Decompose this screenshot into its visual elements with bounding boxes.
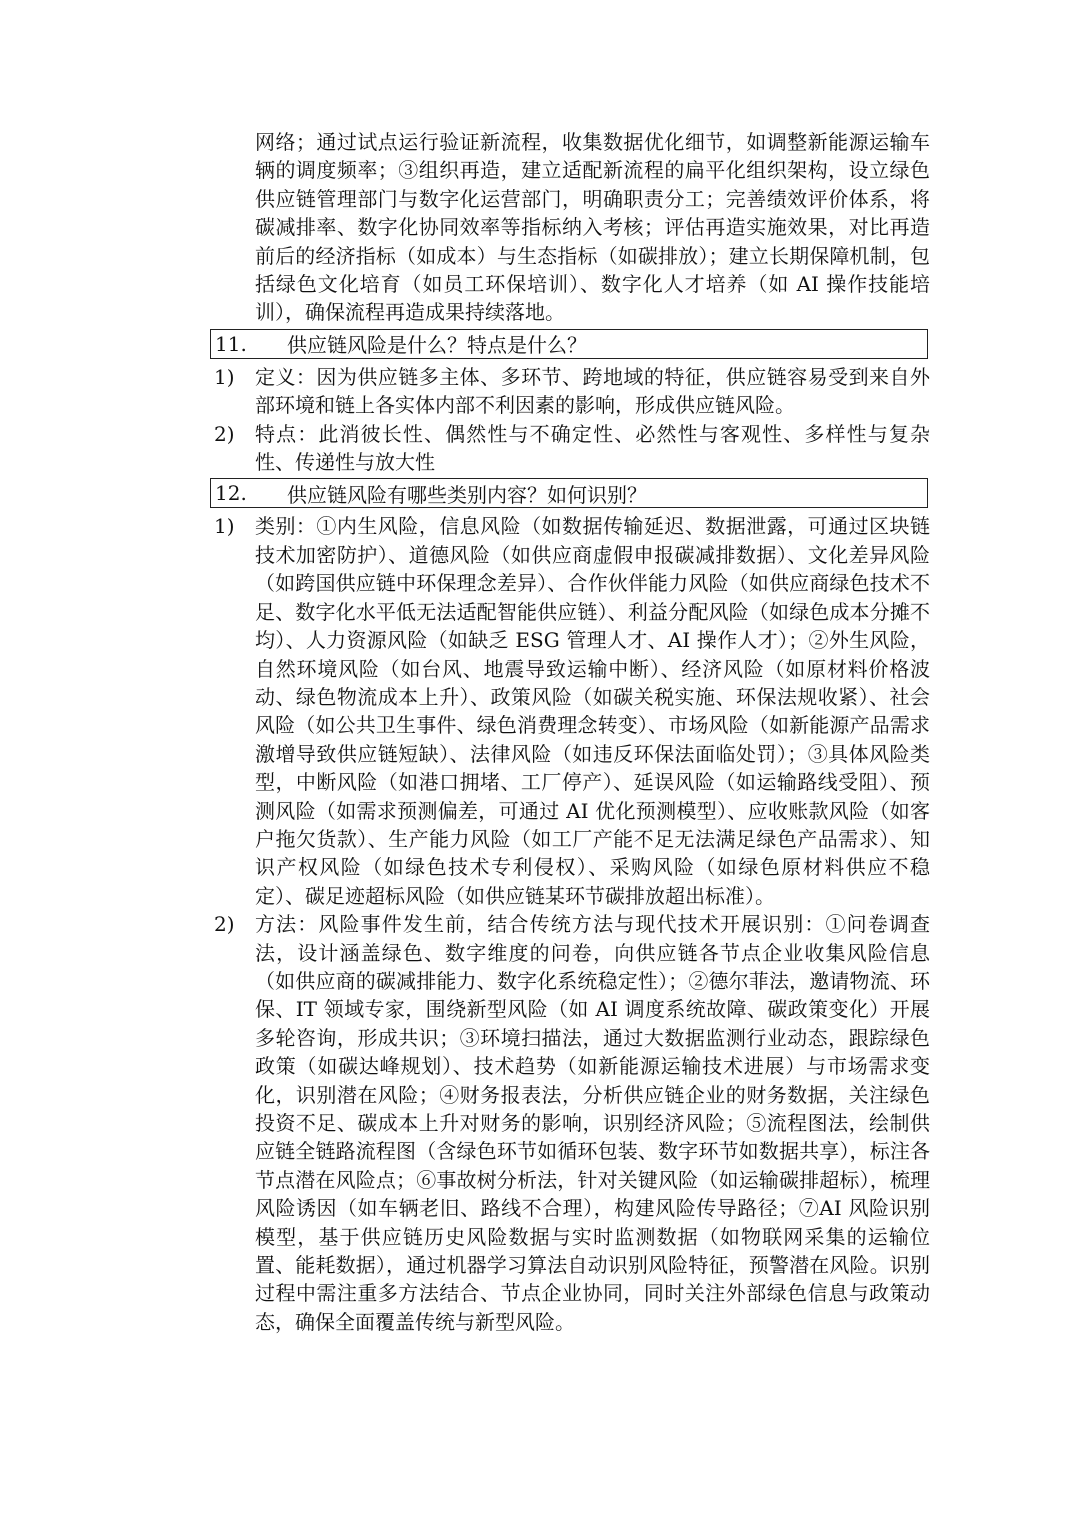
list-item bbox=[210, 910, 930, 1336]
item-number: 2) bbox=[214, 421, 235, 446]
item-number: 1) bbox=[214, 364, 235, 389]
list-item bbox=[210, 420, 930, 477]
item-text: 方法：风险事件发生前，结合传统方法与现代技术开展识别：①问卷调查法，设计涵盖绿色、数字维度的问卷，向供应链各节点企业收集风险信息（如供应商的碳减排能力、数字化系统稳定性）；②德尔菲法，邀请物流、环保、IT 领域专家，围绕新型风险（如 AI 调度系统故障、碳政策变化）开展多轮咨询，形成共识；③环境扫描法，通过大数据监测行业动态，跟踪绿色政策（如碳达峰规划）、技术趋势（如新能源运输技术进展）与市场需求变化，识别潜在风险；④财务报表法，分析供应链企业的财务数据，关注绿色投资不足、碳成本上升对财务的影响，识别经济风险；⑤流程图法，绘制供应链全链路流程图（含绿色环节如循环包装、数字环节如数据共享），标注各节点潜在风险点；⑥事故树分析法，针对关键风险（如运输碳排超标），梳理风险诱因（如车辆老旧、路线不合理），构建风险传导路径；⑦AI 风险识别模型，基于供应链历史风险数据与实时监测数据（如物联网采集的运输位置、能耗数据），通过机器学习算法自动识别风险特征，预警潜在风险。识别过程中需注重多方法结合、节点企业协同，同时关注外部绿色信息与政策动态，确保全面覆盖传统与新型风险。 bbox=[255, 912, 930, 1334]
item-number: 1) bbox=[214, 514, 235, 539]
question-number: 11. bbox=[215, 331, 247, 356]
item-text: 定义：因为供应链多主体、多环节、跨地域的特征，供应链容易受到来自外部环境和链上各实体内部不利因素的影响，形成供应链风险。 bbox=[255, 364, 930, 418]
list-item bbox=[210, 512, 930, 910]
continuation-paragraph: 网络；通过试点运行验证新流程，收集数据优化细节，如调整新能源运输车辆的调度频率；③组织再造，建立适配新流程的扁平化组织架构，设立绿色供应链管理部门与数字化运营部门，明确职责分工；完善绩效评价体系，将碳减排率、数字化协同效率等指标纳入考核；评估再造实施效果，对比再造前后的经济指标（如成本）与生态指标（如碳排放）；建立长期保障机制，包括绿色文化培育（如员工环保培训）、数字化人才培养（如 AI 操作技能培训），确保流程再造成果持续落地。 bbox=[255, 130, 930, 325]
question-title: 供应链风险有哪些类别内容？如何识别？ bbox=[287, 482, 647, 507]
list-item bbox=[210, 363, 930, 420]
item-text: 特点：此消彼长性、偶然性与不确定性、必然性与客观性、多样性与复杂性、传递性与放大性 bbox=[255, 421, 930, 475]
question-title: 供应链风险是什么？特点是什么？ bbox=[287, 333, 587, 358]
document-page bbox=[210, 128, 930, 1336]
question-12-header bbox=[210, 478, 928, 508]
item-text: 类别：①内生风险，信息风险（如数据传输延迟、数据泄露，可通过区块链技术加密防护）、道德风险（如供应商虚假申报碳减排数据）、文化差异风险（如跨国供应链中环保理念差异）、合作伙伴能力风险（如供应商绿色技术不足、数字化水平低无法适配智能供应链）、利益分配风险（如绿色成本分摊不均）、人力资源风险（如缺乏 ESG 管理人才、AI 操作人才）；②外生风险，自然环境风险（如台风、地震导致运输中断）、经济风险（如原材料价格波动、绿色物流成本上升）、政策风险（如碳关税实施、环保法规收紧）、社会风险（如公共卫生事件、绿色消费理念转变）、市场风险（如新能源产品需求激增导致供应链短缺）、法律风险（如违反环保法面临处罚）；③具体风险类型，中断风险（如港口拥堵、工厂停产）、延误风险（如运输路线受阻）、预测风险（如需求预测偏差，可通过 AI 优化预测模型）、应收账款风险（如客户拖欠货款）、生产能力风险（如工厂产能不足无法满足绿色产品需求）、知识产权风险（如绿色技术专利侵权）、采购风险（如绿色原材料供应不稳定）、碳足迹超标风险（如供应链某环节碳排放超出标准）。 bbox=[255, 514, 930, 908]
item-number: 2) bbox=[214, 912, 235, 937]
question-number: 12. bbox=[215, 481, 247, 506]
question-11-header bbox=[210, 329, 928, 359]
